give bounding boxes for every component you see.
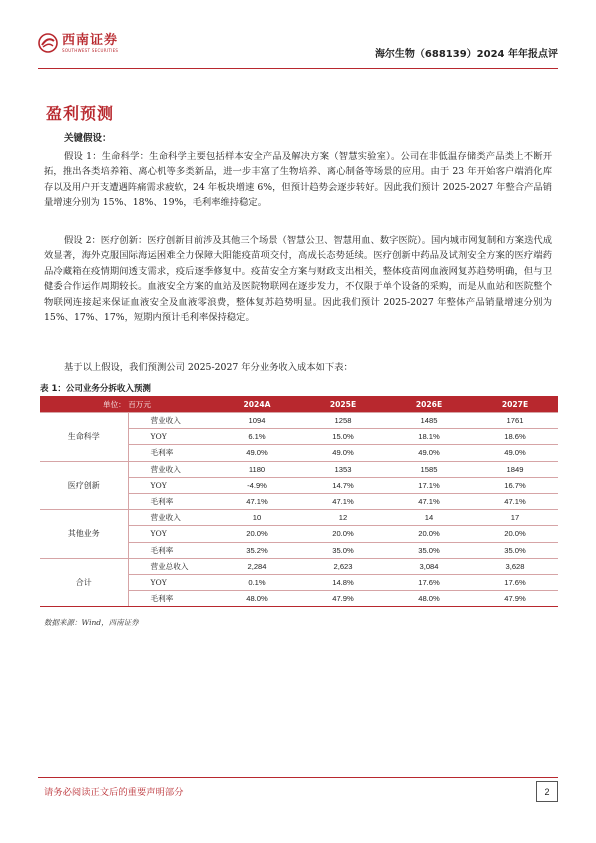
metric-name: 毛利率 — [128, 591, 214, 607]
table-cell: 48.0% — [386, 591, 472, 607]
company-logo — [38, 33, 118, 53]
table-cell: 17.1% — [386, 477, 472, 493]
unit-header: 单位： 百万元 — [40, 396, 214, 413]
table-row — [40, 510, 558, 526]
segment-name: 其他业务 — [40, 510, 128, 559]
table-row — [40, 558, 558, 574]
table-cell: 17 — [472, 510, 558, 526]
assumption-1-paragraph: 假设 1：生命科学：生命科学主要包括样本安全产品及解决方案（智慧实验室）。公司在非低温存储类产品类上不断开拓，推出各类培养箱、离心机等多类新品，进一步丰富了生物培养、离心制备等场景的应用。由于 23 年开始客户端消化库存以及用户开支遭遇阵痛需求疲软，24 年板块增速 6%，但预计趋势会逐步转好。因此我们预计 2025-2027 年整合产品销量增速分别为 15%、18%、19%，毛利率维持稳定。 — [44, 151, 552, 209]
section-title: 盈利预测 — [46, 104, 115, 123]
column-header: 2026E — [386, 396, 472, 413]
table-cell: 18.6% — [472, 429, 558, 445]
table-cell: 1180 — [214, 461, 300, 477]
metric-name: YOY — [128, 477, 214, 493]
table-cell: 35.0% — [386, 542, 472, 558]
header-divider — [38, 68, 558, 69]
table-cell: 49.0% — [386, 445, 472, 461]
table-cell: 3,084 — [386, 558, 472, 574]
key-assumptions-label: 关键假设： — [64, 133, 112, 144]
table-cell: 12 — [300, 510, 386, 526]
table-title: 表 1：公司业务分拆收入预测 — [40, 384, 151, 394]
column-header: 2024A — [214, 396, 300, 413]
table-cell: 20.0% — [214, 526, 300, 542]
metric-name: 毛利率 — [128, 542, 214, 558]
table-cell: 47.9% — [300, 591, 386, 607]
table-cell: 1258 — [300, 413, 386, 429]
metric-name: 毛利率 — [128, 493, 214, 509]
page-number: 2 — [536, 781, 558, 802]
table-cell: 49.0% — [472, 445, 558, 461]
table-cell: 1849 — [472, 461, 558, 477]
table-cell: 47.1% — [300, 493, 386, 509]
table-cell: 35.2% — [214, 542, 300, 558]
segment-name: 医疗创新 — [40, 461, 128, 510]
footer-divider — [38, 777, 558, 778]
table-cell: 1353 — [300, 461, 386, 477]
column-header: 2027E — [472, 396, 558, 413]
table-cell: 10 — [214, 510, 300, 526]
page-header — [38, 33, 558, 63]
table-cell: 47.9% — [472, 591, 558, 607]
table-cell: 1094 — [214, 413, 300, 429]
forecast-intro-paragraph: 基于以上假设，我们预测公司 2025-2027 年分业务收入成本如下表： — [64, 362, 353, 373]
table-cell: 35.0% — [300, 542, 386, 558]
metric-name: 营业总收入 — [128, 558, 214, 574]
table-cell: 6.1% — [214, 429, 300, 445]
metric-name: YOY — [128, 574, 214, 590]
table-cell: 20.0% — [386, 526, 472, 542]
table-cell: 14.8% — [300, 574, 386, 590]
data-source-note: 数据来源：Wind，西南证券 — [44, 618, 139, 627]
table-cell: 2,284 — [214, 558, 300, 574]
report-title: 海尔生物（688139）2024 年年报点评 — [374, 49, 558, 60]
table-row — [40, 461, 558, 477]
table-cell: 20.0% — [300, 526, 386, 542]
table-cell: 20.0% — [472, 526, 558, 542]
table-cell: 15.0% — [300, 429, 386, 445]
table-cell: 1485 — [386, 413, 472, 429]
revenue-forecast-table — [40, 396, 558, 607]
table-header-row — [40, 396, 558, 413]
assumption-2-paragraph: 假设 2：医疗创新：医疗创新目前涉及其他三个场景（智慧公卫、智慧用血、数字医院）。国内城市网复制和方案迭代成效显著，海外克服国际海运困难全力保障大阳能疫苗项交付，高成长态势延续。医疗创新中药品及试剂安全方案的医疗端药品冷藏箱在疫情期间透支需求，疫后逐季修复中。疫苗安全方案与财政支出相关，整体疫苗网血液网复苏趋势明确，但与卫健委合作运作周期较长。血液安全方案的血站及医院物联网在逐步发力，不仅限于单个设备的采购，而是从血站和医院整个物联网连接起来保证血液安全及血液零浪费，整体复苏趋势明显。因此我们预计 2025-2027 年整体产品销量增速分别为 15%、17%、17%，短期内预计毛利率保持稳定。 — [44, 235, 552, 324]
table-cell: -4.9% — [214, 477, 300, 493]
table-cell: 3,628 — [472, 558, 558, 574]
table-cell: 14.7% — [300, 477, 386, 493]
swsc-logo-icon — [38, 33, 58, 53]
table-cell: 1585 — [386, 461, 472, 477]
table-cell: 35.0% — [472, 542, 558, 558]
table-cell: 47.1% — [386, 493, 472, 509]
table-cell: 47.1% — [214, 493, 300, 509]
table-cell: 14 — [386, 510, 472, 526]
table-cell: 17.6% — [472, 574, 558, 590]
table-cell: 18.1% — [386, 429, 472, 445]
column-header: 2025E — [300, 396, 386, 413]
table-cell: 49.0% — [214, 445, 300, 461]
metric-name: 营业收入 — [128, 510, 214, 526]
table-cell: 16.7% — [472, 477, 558, 493]
table-cell: 1761 — [472, 413, 558, 429]
metric-name: YOY — [128, 526, 214, 542]
table-cell: 48.0% — [214, 591, 300, 607]
metric-name: 营业收入 — [128, 413, 214, 429]
segment-name: 合计 — [40, 558, 128, 607]
table-cell: 17.6% — [386, 574, 472, 590]
metric-name: 营业收入 — [128, 461, 214, 477]
table-cell: 2,623 — [300, 558, 386, 574]
metric-name: YOY — [128, 429, 214, 445]
table-cell: 47.1% — [472, 493, 558, 509]
table-row — [40, 413, 558, 429]
logo-english-name: SOUTHWEST SECURITIES — [62, 47, 119, 53]
segment-name: 生命科学 — [40, 413, 128, 462]
metric-name: 毛利率 — [128, 445, 214, 461]
table-cell: 0.1% — [214, 574, 300, 590]
disclaimer-notice: 请务必阅读正文后的重要声明部分 — [44, 787, 184, 798]
logo-chinese-name: 西南证券 — [62, 32, 119, 48]
table-cell: 49.0% — [300, 445, 386, 461]
